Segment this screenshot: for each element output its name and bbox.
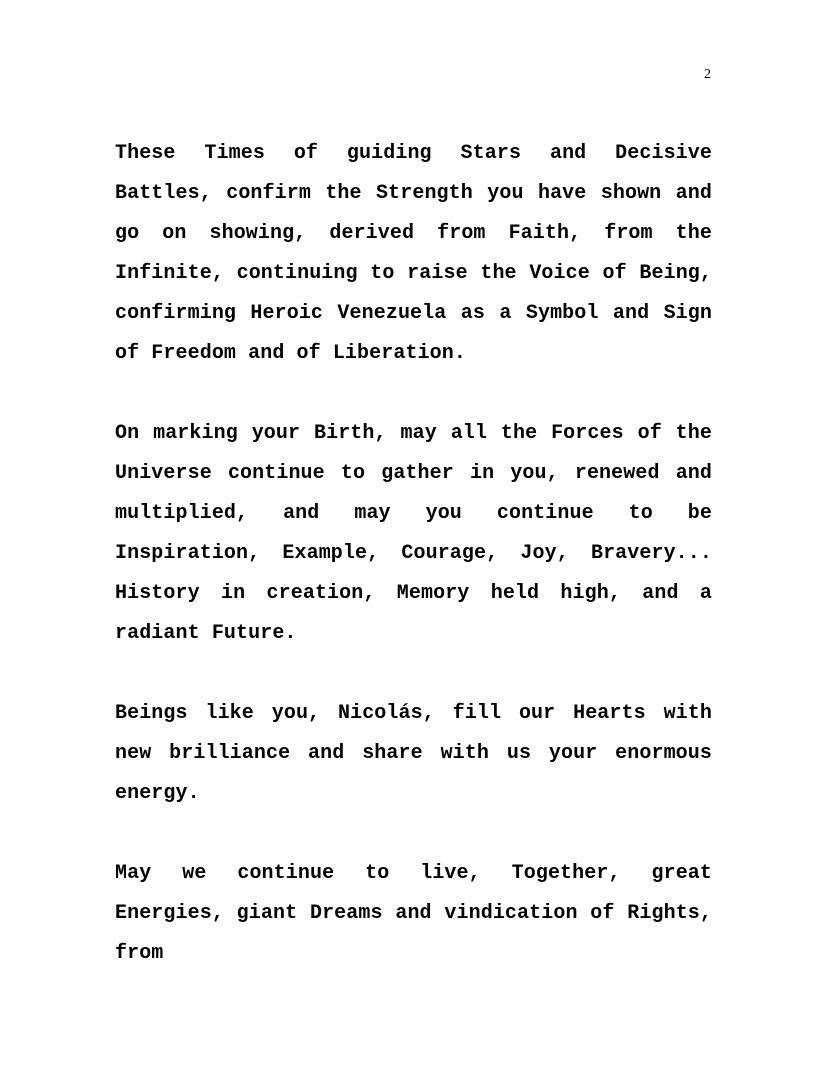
letter-body [115,134,712,1014]
page-number: 2 [704,67,711,82]
paragraph-4: May we continue to live, Together, great Energies, giant Dreams and vindication of Rights, from [115,862,712,965]
paragraph-2: On marking your Birth, may all the Forces of the Universe continue to gather in you, renewed and multiplied, and may you continue to be Inspiration, Example, Courage, Joy, Bravery... History in creation, Memory held high, and a radiant Future. [115,422,712,645]
paragraph-3: Beings like you, Nicolás, fill our Hearts with new brilliance and share with us your enormous energy. [115,702,712,805]
paragraph-1: These Times of guiding Stars and Decisive Battles, confirm the Strength you have shown and go on showing, derived from Faith, from the Infinite, continuing to raise the Voice of Being, confirming Heroic Venezuela as a Symbol and Sign of Freedom and of Liberation. [115,142,712,365]
